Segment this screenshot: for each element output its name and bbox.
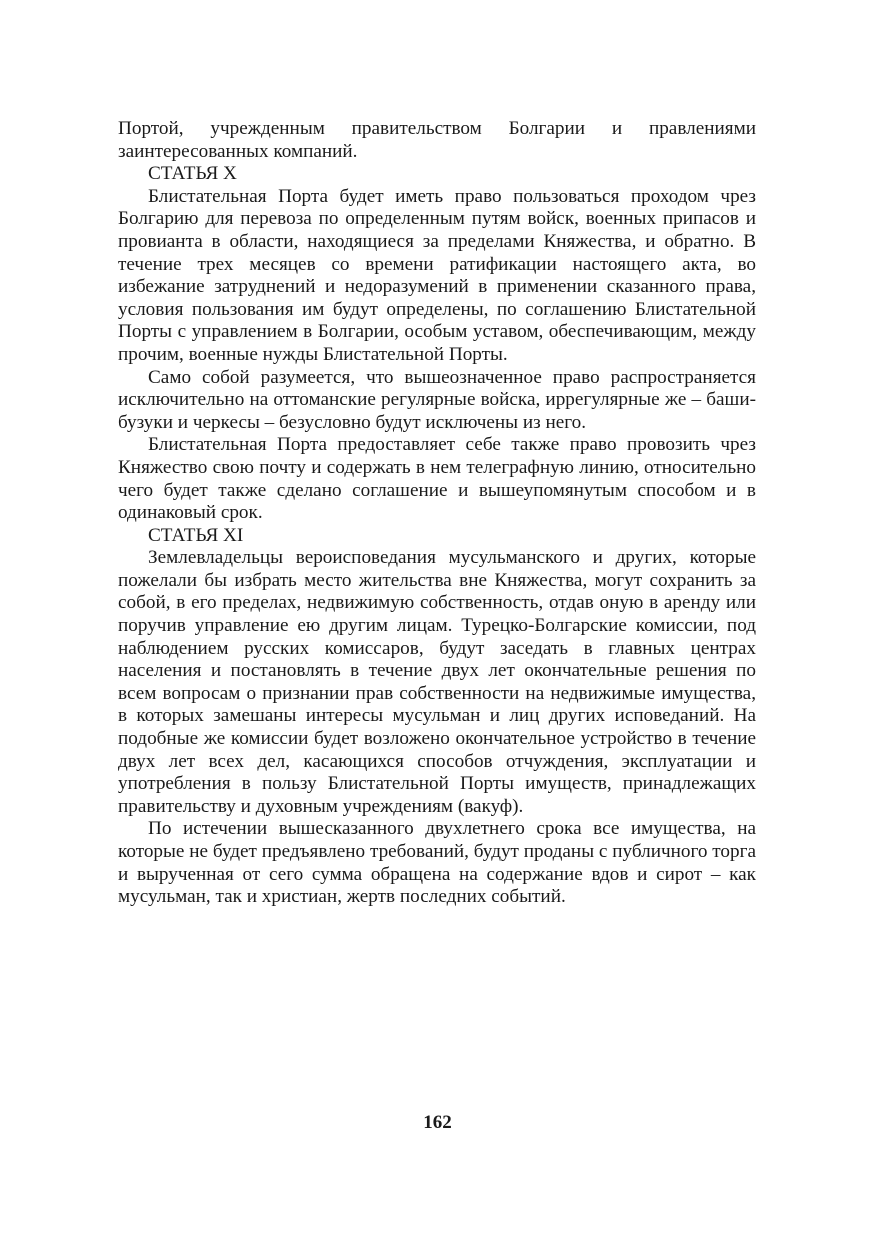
article-heading-x: СТАТЬЯ X bbox=[148, 163, 237, 185]
paragraph: Само собой разумеется, что вышеозначенное право распространяется исключительно на оттоманские регулярные войска, иррегулярные же – баши-бузуки и черкесы – безусловно будут исключены из него. bbox=[118, 366, 756, 433]
paragraph: Землевладельцы вероисповедания мусульманского и других, которые пожелали бы избрать место жительства вне Княжества, могут сохранить за собой, в его пределах, недвижимую собственность, отдав оную в аренду или поручив управление ею другим лицам. Турецко-Болгарские комиссии, под наблюдением русских комиссаров, будут заседать в главных центрах населения и постановлять в течение двух лет окончательные решения по всем вопросам о признании прав собственности на недвижимые имущества, в которых замешаны интересы мусульман и лиц других исповеданий. На подобные же комиссии будет возложено окончательное устройство в течение двух лет всех дел, касающихся способов отчуждения, эксплуатации и употребления в пользу Блистательной Порты имуществ, принадлежащих правительству и духовным учреждениям (вакуф). bbox=[118, 547, 756, 817]
paragraph: По истечении вышесказанного двухлетнего срока все имущества, на которые не будет предъявлено требований, будут проданы с публичного торга и вырученная от сего сумма обращена на содержание вдов и сирот – как мусульман, так и христиан, жертв последних событий. bbox=[118, 818, 756, 908]
paragraph-continuation: Портой, учрежденным правительством Болгарии и правлениями заинтересованных компаний. bbox=[118, 118, 756, 162]
article-heading-xi: СТАТЬЯ XI bbox=[148, 524, 244, 546]
paragraph: Блистательная Порта предоставляет себе также право провозить чрез Княжество свою почту и содержать в нем телеграфную линию, относительно чего будет также сделано соглашение и вышеупомянутым способом и в одинаковый срок. bbox=[118, 434, 756, 524]
body-text bbox=[118, 118, 756, 909]
page-number: 162 bbox=[423, 1112, 452, 1133]
paragraph: Блистательная Порта будет иметь право пользоваться проходом чрез Болгарию для перевоза по определенным путям войск, военных припасов и провианта в области, находящиеся за пределами Княжества, и обратно. В течение трех месяцев со времени ратификации настоящего акта, во избежание затруднений и недоразумений в применении сказанного права, условия пользования им будут определены, по соглашению Блистательной Порты с управлением в Болгарии, особым уставом, обеспечивающим, между прочим, военные нужды Блистательной Порты. bbox=[118, 185, 756, 365]
